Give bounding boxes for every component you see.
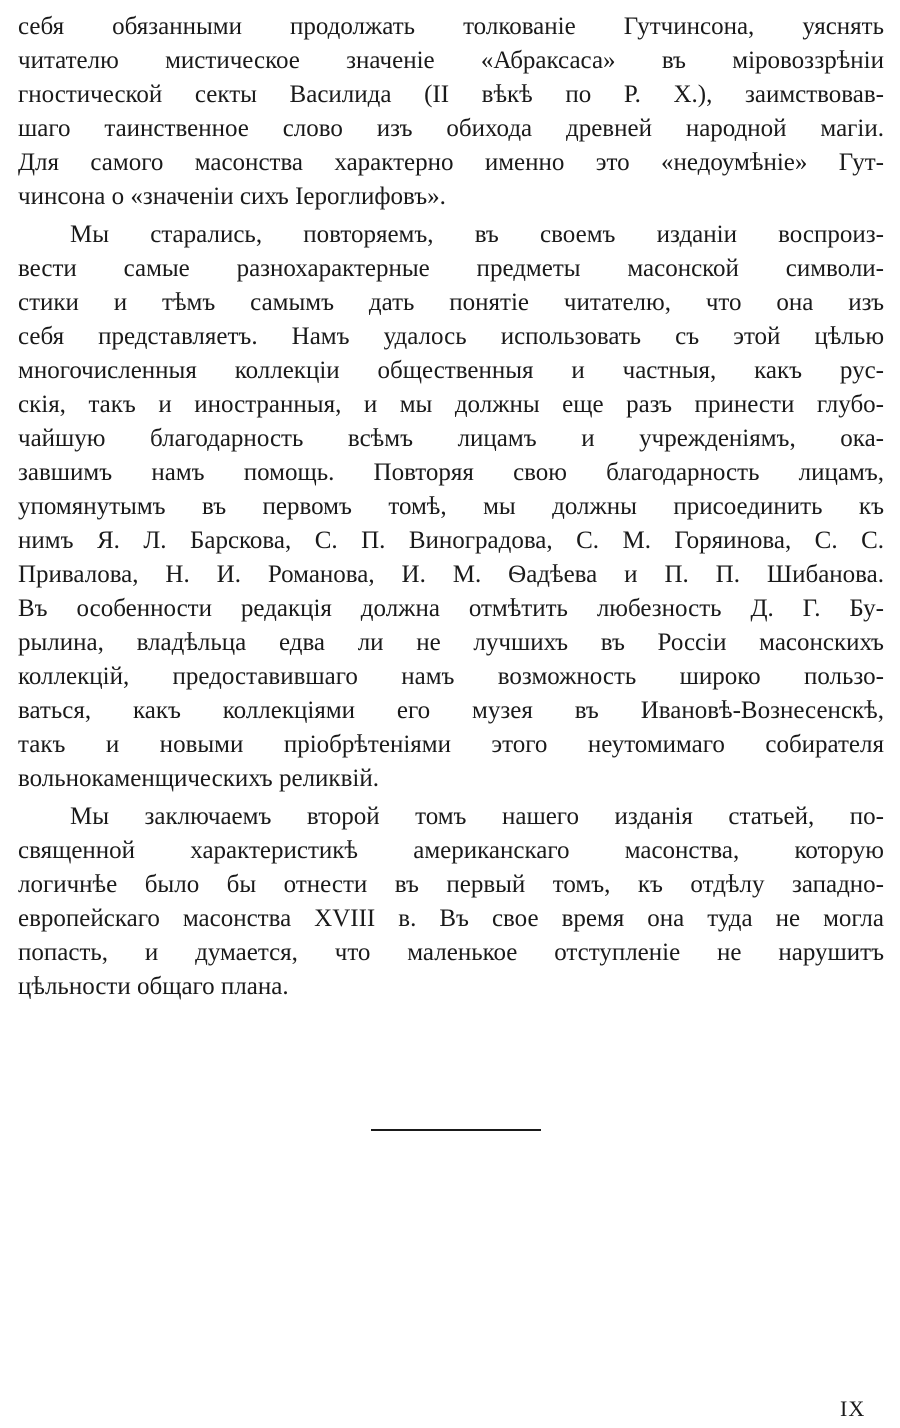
text-line: рылина, владѣльца едва ли не лучшихъ въ Россіи масонскихъ	[18, 629, 884, 656]
text-line: священной характеристикѣ американскаго масонства, которую	[18, 837, 884, 864]
page-number: IX	[840, 1396, 866, 1421]
page-body	[18, 10, 884, 1004]
text-line: нимъ Я. Л. Барскова, С. П. Виноградова, С. М. Горяинова, С. С.	[18, 527, 884, 554]
paragraph-3	[18, 800, 884, 1004]
text-line: себя представляетъ. Намъ удалось использовать съ этой цѣлью	[18, 323, 884, 350]
text-line: Мы старались, повторяемъ, въ своемъ изданіи воспроиз-	[70, 221, 884, 248]
text-line: многочисленныя коллекціи общественныя и частныя, какъ рус-	[18, 357, 884, 384]
text-line: чайшую благодарность всѣмъ лицамъ и учрежденіямъ, ока-	[18, 425, 884, 452]
text-line: упомянутымъ въ первомъ томѣ, мы должны присоединить къ	[18, 493, 884, 520]
text-line: вести самые разнохарактерные предметы масонской символи-	[18, 255, 884, 282]
text-line: гностической секты Василида (II вѣкѣ по Р. Х.), заимствовав-	[18, 81, 884, 108]
text-line: Для самого масонства характерно именно это «недоумѣніе» Гут-	[18, 149, 884, 176]
paragraph-1	[18, 10, 884, 214]
text-line: чинсона о «значеніи сихъ Іероглифовъ».	[18, 183, 446, 210]
text-line: завшимъ намъ помощь. Повторяя свою благодарность лицамъ,	[18, 459, 884, 486]
text-line: Привалова, Н. И. Романова, И. М. Ѳадѣева и П. П. Шибанова.	[18, 561, 884, 588]
text-line: шаго таинственное слово изъ обихода древней народной магіи.	[18, 115, 884, 142]
text-line: коллекцій, предоставившаго намъ возможность широко пользо-	[18, 663, 884, 690]
text-line: читателю мистическое значеніе «Абраксаса» въ міровоззрѣніи	[18, 47, 884, 74]
text-line: цѣльности общаго плана.	[18, 973, 289, 1000]
text-line: Въ особенности редакція должна отмѣтить любезность Д. Г. Бу-	[18, 595, 884, 622]
text-line: такъ и новыми пріобрѣтеніями этого неутомимаго собирателя	[18, 731, 884, 758]
paragraph-2	[18, 218, 884, 796]
text-line: скія, такъ и иностранныя, и мы должны еще разъ принести глубо-	[18, 391, 884, 418]
text-line: стики и тѣмъ самымъ дать понятіе читателю, что она изъ	[18, 289, 884, 316]
text-line: ваться, какъ коллекціями его музея въ Ивановѣ-Вознесенскѣ,	[18, 697, 884, 724]
text-line: логичнѣе было бы отнести въ первый томъ, къ отдѣлу западно-	[18, 871, 884, 898]
text-line: вольнокаменщическихъ реликвій.	[18, 765, 379, 792]
section-divider	[371, 1129, 541, 1131]
text-line: Мы заключаемъ второй томъ нашего изданія статьей, по-	[70, 803, 884, 830]
text-line: европейскаго масонства XVIII в. Въ свое время она туда не могла	[18, 905, 884, 932]
text-line: себя обязанными продолжать толкованіе Гутчинсона, уяснять	[18, 13, 884, 40]
text-line: попасть, и думается, что маленькое отступленіе не нарушитъ	[18, 939, 884, 966]
